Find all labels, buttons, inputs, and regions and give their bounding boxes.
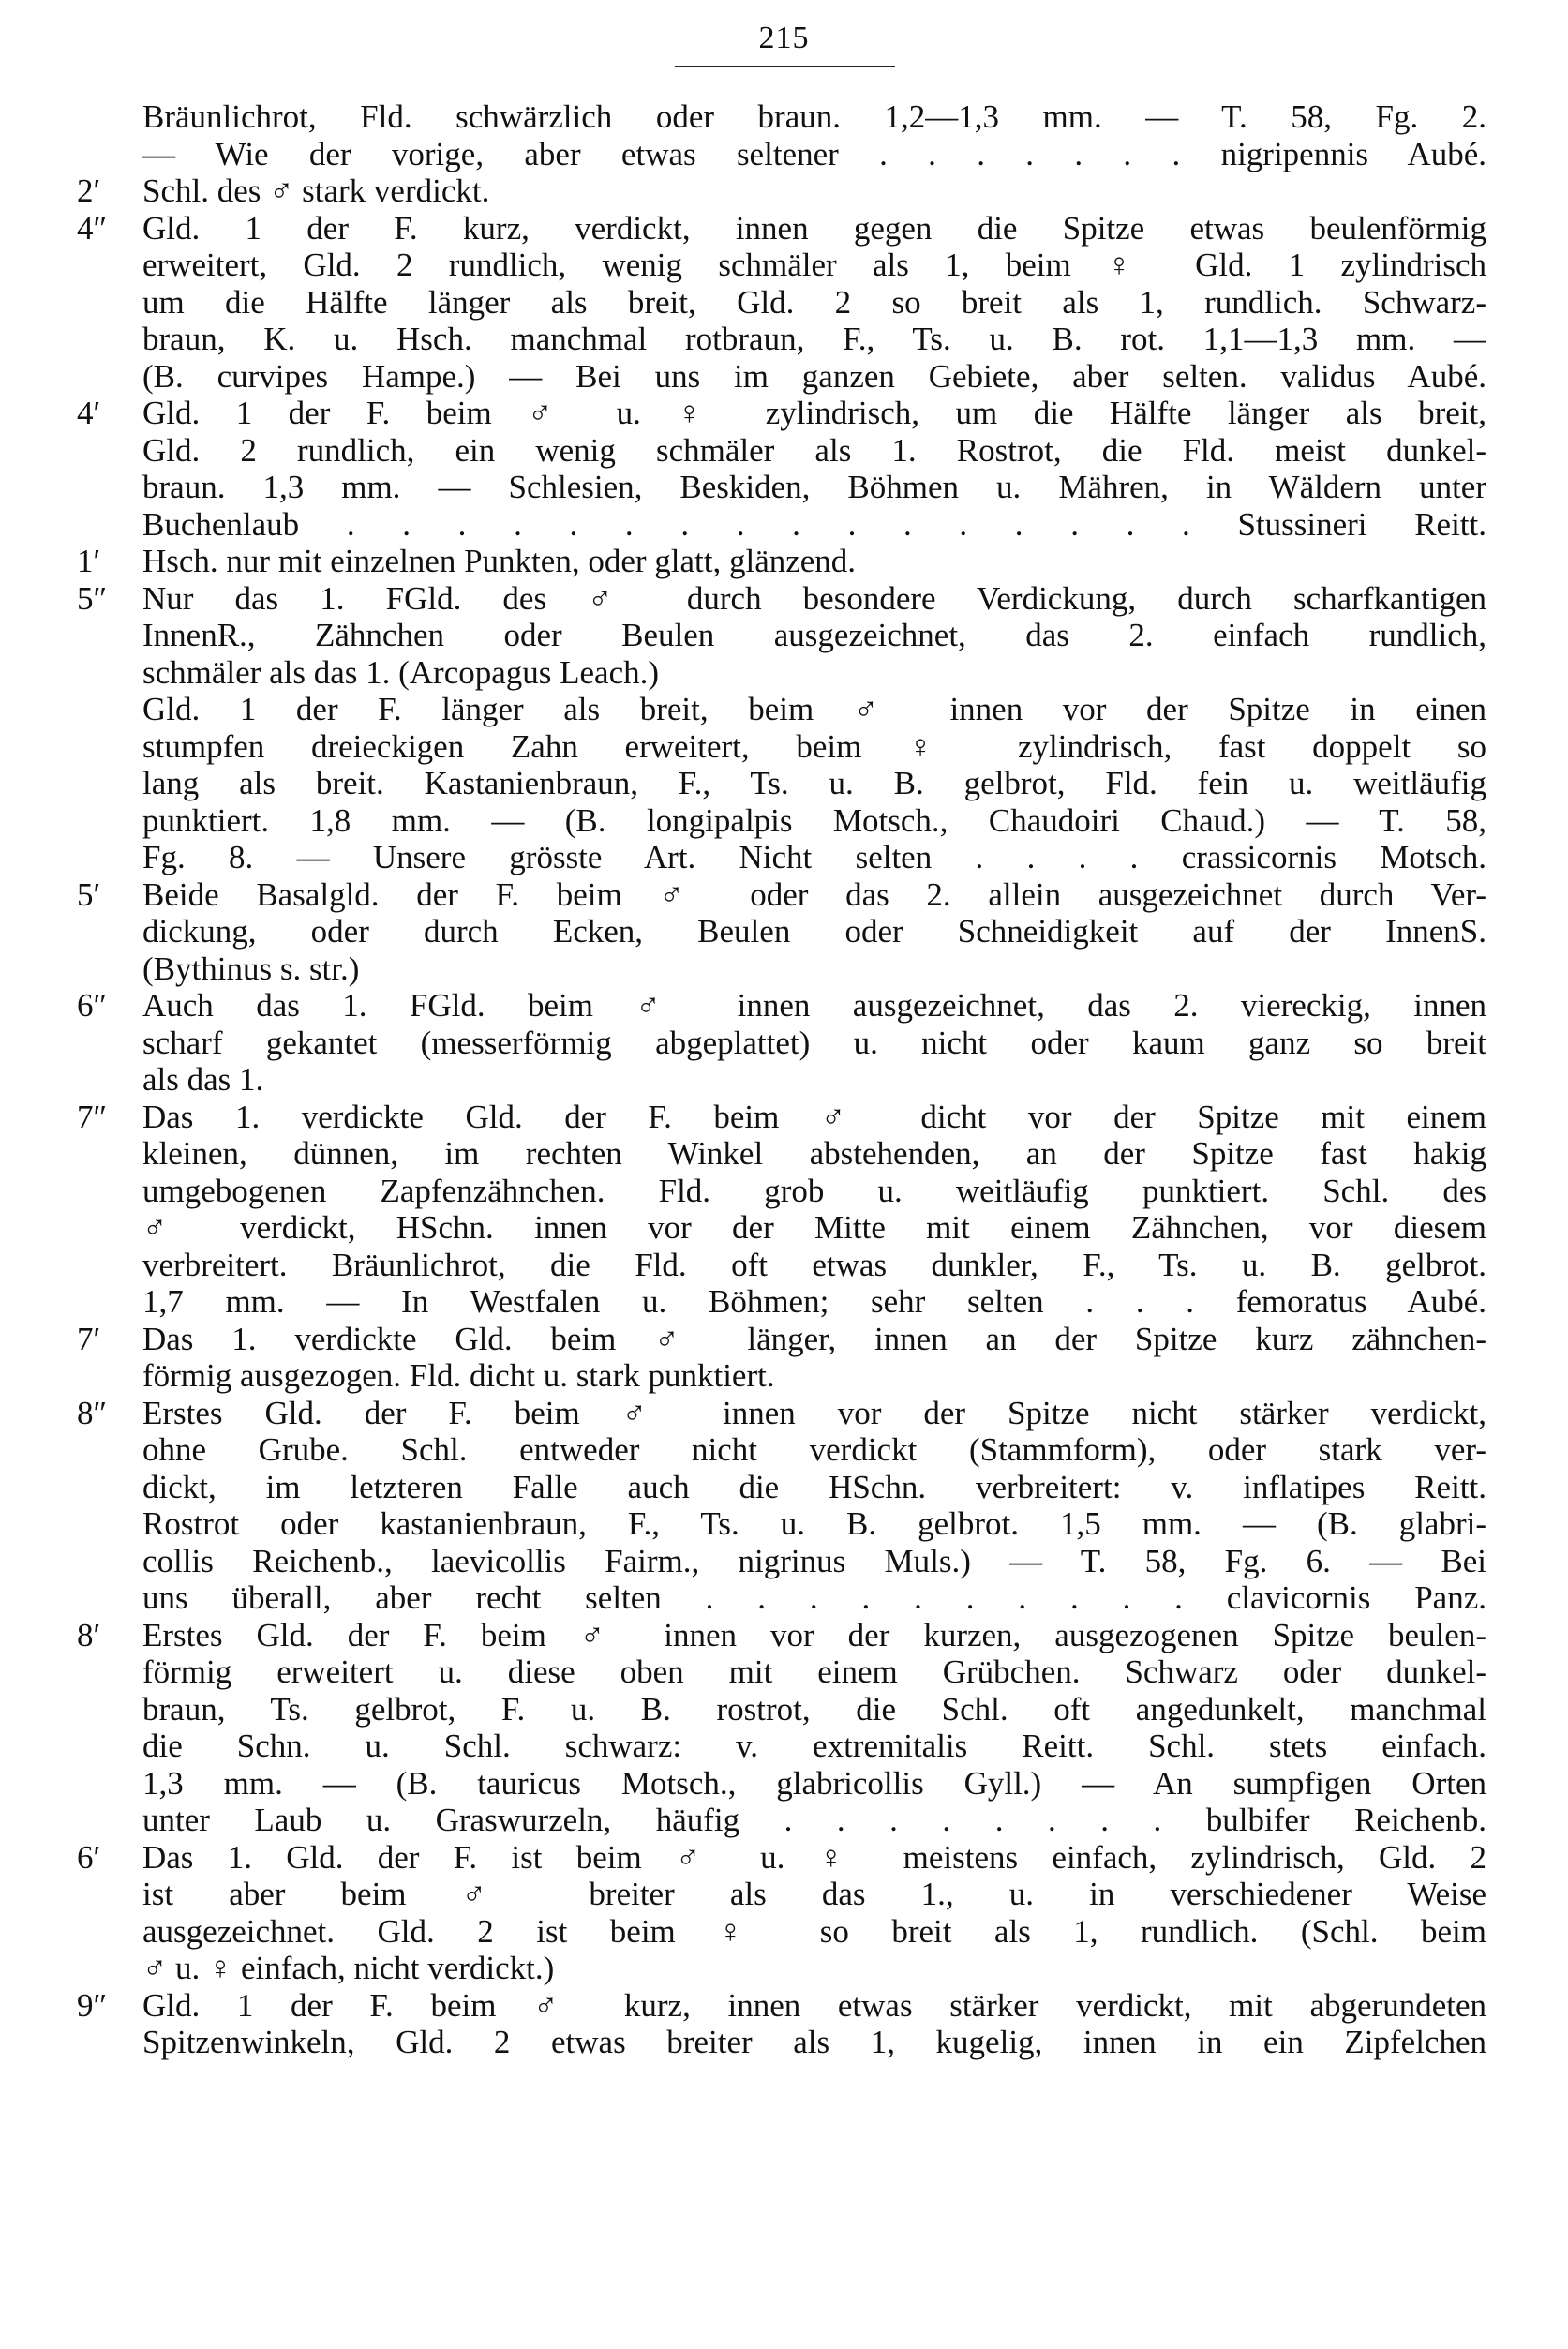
text-line — [0, 1987, 1568, 2025]
text-line — [0, 1765, 1568, 1803]
key-number: 6″ — [77, 987, 108, 1024]
text-line — [0, 1025, 1568, 1062]
line-text: 1,3 mm. — (B. tauricus Motsch., glabricollis Gyll.) — An sumpfigen Orten — [142, 1764, 1486, 1802]
text-line — [0, 1321, 1568, 1358]
header-rule — [675, 66, 895, 67]
key-number: 5″ — [77, 579, 108, 617]
text-line — [0, 728, 1568, 766]
line-text: Schl. des ♂ stark verdickt. — [142, 172, 490, 209]
line-text: (B. curvipes Hampe.) — Bei uns im ganzen Gebiete, aber selten. validus Aubé. — [142, 357, 1486, 395]
key-number: 9″ — [77, 1986, 108, 2024]
text-line — [0, 913, 1568, 950]
line-text: Das 1. verdickte Gld. der F. beim ♂ dicht vor der Spitze mit einem — [142, 1098, 1486, 1135]
line-text: Das 1. Gld. der F. ist beim ♂ u. ♀ meistens einfach, zylindrisch, Gld. 2 — [142, 1838, 1486, 1876]
line-text: förmig ausgezogen. Fld. dicht u. stark punktiert. — [142, 1357, 775, 1394]
line-text: ohne Grube. Schl. entweder nicht verdickt (Stammform), oder stark ver- — [142, 1431, 1486, 1468]
line-text: umgebogenen Zapfenzähnchen. Fld. grob u. weitläufig punktiert. Schl. des — [142, 1172, 1486, 1209]
text-line — [0, 395, 1568, 432]
line-text: ausgezeichnet. Gld. 2 ist beim ♀ so breit als 1, rundlich. (Schl. beim — [142, 1912, 1486, 1950]
line-text: Auch das 1. FGld. beim ♂ innen ausgezeichnet, das 2. viereckig, innen — [142, 987, 1486, 1024]
line-text: scharf gekantet (messerförmig abgeplattet) u. nicht oder kaum ganz so breit — [142, 1024, 1486, 1061]
line-text: Gld. 1 der F. kurz, verdickt, innen gegen die Spitze etwas beulenförmig — [142, 209, 1486, 247]
line-text: ♂ verdickt, HSchn. innen vor der Mitte mit einem Zähnchen, vor diesem — [142, 1209, 1486, 1246]
text-line — [0, 1135, 1568, 1173]
line-text: stumpfen dreieckigen Zahn erweitert, beim ♀ zylindrisch, fast doppelt so — [142, 727, 1486, 765]
line-text: Rostrot oder kastanienbraun, F., Ts. u. B. gelbrot. 1,5 mm. — (B. glabri- — [142, 1505, 1486, 1542]
text-line — [0, 1209, 1568, 1247]
text-line — [0, 1543, 1568, 1580]
text-line — [0, 469, 1568, 506]
line-text: Gld. 1 der F. beim ♂ kurz, innen etwas stärker verdickt, mit abgerundeten — [142, 1986, 1486, 2024]
line-text: Gld. 1 der F. beim ♂ u. ♀ zylindrisch, um die Hälfte länger als breit, — [142, 395, 1486, 431]
text-line — [0, 1395, 1568, 1432]
text-line — [0, 1691, 1568, 1728]
key-number: 8″ — [77, 1394, 108, 1431]
line-text: Spitzenwinkeln, Gld. 2 etwas breiter als 1, kugelig, innen in ein Zipfelchen — [142, 2024, 1486, 2060]
text-line — [0, 506, 1568, 544]
text-line — [0, 321, 1568, 358]
text-line — [0, 210, 1568, 247]
line-text: — Wie der vorige, aber etwas seltener . . . . . . . nigripennis Aubé. — [142, 135, 1486, 172]
text-line — [0, 802, 1568, 840]
text-line — [0, 1579, 1568, 1617]
key-number: 6′ — [77, 1838, 101, 1876]
text-line — [0, 136, 1568, 173]
line-text: Beide Basalgld. der F. beim ♂ oder das 2. allein ausgezeichnet durch Ver- — [142, 875, 1486, 913]
key-number: 1′ — [77, 543, 101, 579]
text-line — [0, 247, 1568, 284]
text-line — [0, 432, 1568, 470]
line-text: braun, Ts. gelbrot, F. u. B. rostrot, die Schl. oft angedunkelt, manchmal — [142, 1690, 1486, 1728]
line-text: förmig erweitert u. diese oben mit einem Grübchen. Schwarz oder dunkel- — [142, 1653, 1486, 1690]
line-text: die Schn. u. Schl. schwarz: v. extremitalis Reitt. Schl. stets einfach. — [142, 1728, 1486, 1764]
text-line — [0, 172, 1568, 210]
text-line — [0, 1839, 1568, 1877]
key-number: 4′ — [77, 395, 101, 431]
line-text: uns überall, aber recht selten . . . . . . . . . . clavicornis Panz. — [142, 1579, 1486, 1616]
text-line — [0, 1802, 1568, 1839]
text-line — [0, 691, 1568, 728]
line-text: ist aber beim ♂ breiter als das 1., u. in verschiedener Weise — [142, 1876, 1486, 1912]
text-line — [0, 765, 1568, 802]
line-text: InnenR., Zähnchen oder Beulen ausgezeichnet, das 2. einfach rundlich, — [142, 617, 1486, 653]
line-text: ♂ u. ♀ einfach, nicht verdickt.) — [142, 1950, 555, 1986]
text-line — [0, 1617, 1568, 1654]
text-line — [0, 654, 1568, 692]
line-text: 1,7 mm. — In Westfalen u. Böhmen; sehr selten . . . femoratus Aubé. — [142, 1283, 1486, 1320]
line-text: als das 1. — [142, 1061, 264, 1098]
text-line — [0, 1950, 1568, 1987]
line-text: braun. 1,3 mm. — Schlesien, Beskiden, Böhmen u. Mähren, in Wäldern unter — [142, 469, 1486, 505]
line-text: collis Reichenb., laevicollis Fairm., nigrinus Muls.) — T. 58, Fg. 6. — Bei — [142, 1542, 1486, 1579]
line-text: (Bythinus s. str.) — [142, 950, 360, 987]
line-text: dickt, im letzteren Falle auch die HSchn. verbreitert: v. inflatipes Reitt. — [142, 1468, 1486, 1505]
key-number: 7″ — [77, 1098, 108, 1135]
line-text: Gld. 2 rundlich, ein wenig schmäler als 1. Rostrot, die Fld. meist dunkel- — [142, 431, 1486, 469]
text-line — [0, 2024, 1568, 2061]
text-line — [0, 987, 1568, 1025]
text-line — [0, 1283, 1568, 1321]
line-text: kleinen, dünnen, im rechten Winkel abstehenden, an der Spitze fast hakig — [142, 1135, 1486, 1172]
line-text: braun, K. u. Hsch. manchmal rotbraun, F., Ts. u. B. rot. 1,1—1,3 mm. — — [142, 321, 1486, 357]
line-text: Das 1. verdickte Gld. beim ♂ länger, innen an der Spitze kurz zähnchen- — [142, 1320, 1486, 1357]
line-text: erweitert, Gld. 2 rundlich, wenig schmäler als 1, beim ♀ Gld. 1 zylindrisch — [142, 247, 1486, 283]
key-number: 8′ — [77, 1616, 101, 1653]
text-line — [0, 1357, 1568, 1395]
text-line — [0, 358, 1568, 396]
line-text: Fg. 8. — Unsere grösste Art. Nicht selten . . . . crassicornis Motsch. — [142, 839, 1486, 875]
text-line — [0, 1505, 1568, 1543]
text-line — [0, 876, 1568, 914]
line-text: um die Hälfte länger als breit, Gld. 2 so breit als 1, rundlich. Schwarz- — [142, 283, 1486, 321]
text-line — [0, 1099, 1568, 1136]
line-text: Bräunlichrot, Fld. schwärzlich oder braun. 1,2—1,3 mm. — T. 58, Fg. 2. — [142, 98, 1486, 135]
text-line — [0, 1061, 1568, 1099]
line-text: unter Laub u. Graswurzeln, häufig . . . . . . . . bulbifer Reichenb. — [142, 1802, 1486, 1838]
key-number: 5′ — [77, 875, 101, 913]
line-text: lang als breit. Kastanienbraun, F., Ts. u. B. gelbrot, Fld. fein u. weitläufig — [142, 765, 1486, 801]
text-line — [0, 1728, 1568, 1765]
text-line — [0, 580, 1568, 618]
line-text: Erstes Gld. der F. beim ♂ innen vor der Spitze nicht stärker verdickt, — [142, 1394, 1486, 1431]
text-line — [0, 950, 1568, 988]
text-line — [0, 1913, 1568, 1951]
line-text: Nur das 1. FGld. des ♂ durch besondere Verdickung, durch scharfkantigen — [142, 579, 1486, 617]
text-line — [0, 1431, 1568, 1469]
text-line — [0, 1876, 1568, 1913]
text-line — [0, 617, 1568, 654]
line-text: Buchenlaub . . . . . . . . . . . . . . . . Stussineri Reitt. — [142, 505, 1486, 543]
text-line — [0, 839, 1568, 876]
line-text: Erstes Gld. der F. beim ♂ innen vor der kurzen, ausgezogenen Spitze beulen- — [142, 1616, 1486, 1653]
text-line — [0, 543, 1568, 580]
line-text: verbreitert. Bräunlichrot, die Fld. oft etwas dunkler, F., Ts. u. B. gelbrot. — [142, 1246, 1486, 1283]
line-text: Hsch. nur mit einzelnen Punkten, oder glatt, glänzend. — [142, 543, 857, 579]
key-number: 2′ — [77, 172, 101, 209]
line-text: Gld. 1 der F. länger als breit, beim ♂ innen vor der Spitze in einen — [142, 691, 1486, 727]
text-line — [0, 1173, 1568, 1210]
text-line — [0, 1247, 1568, 1284]
key-number: 4″ — [77, 209, 108, 247]
text-line — [0, 1469, 1568, 1506]
line-text: dickung, oder durch Ecken, Beulen oder Schneidigkeit auf der InnenS. — [142, 913, 1486, 950]
text-line — [0, 284, 1568, 322]
key-entries — [0, 98, 1568, 2061]
line-text: punktiert. 1,8 mm. — (B. longipalpis Motsch., Chaudoiri Chaud.) — T. 58, — [142, 801, 1486, 839]
line-text: schmäler als das 1. (Arcopagus Leach.) — [142, 653, 660, 691]
key-number: 7′ — [77, 1320, 101, 1357]
page-number: 215 — [758, 21, 810, 55]
text-line — [0, 98, 1568, 136]
text-line — [0, 1653, 1568, 1691]
